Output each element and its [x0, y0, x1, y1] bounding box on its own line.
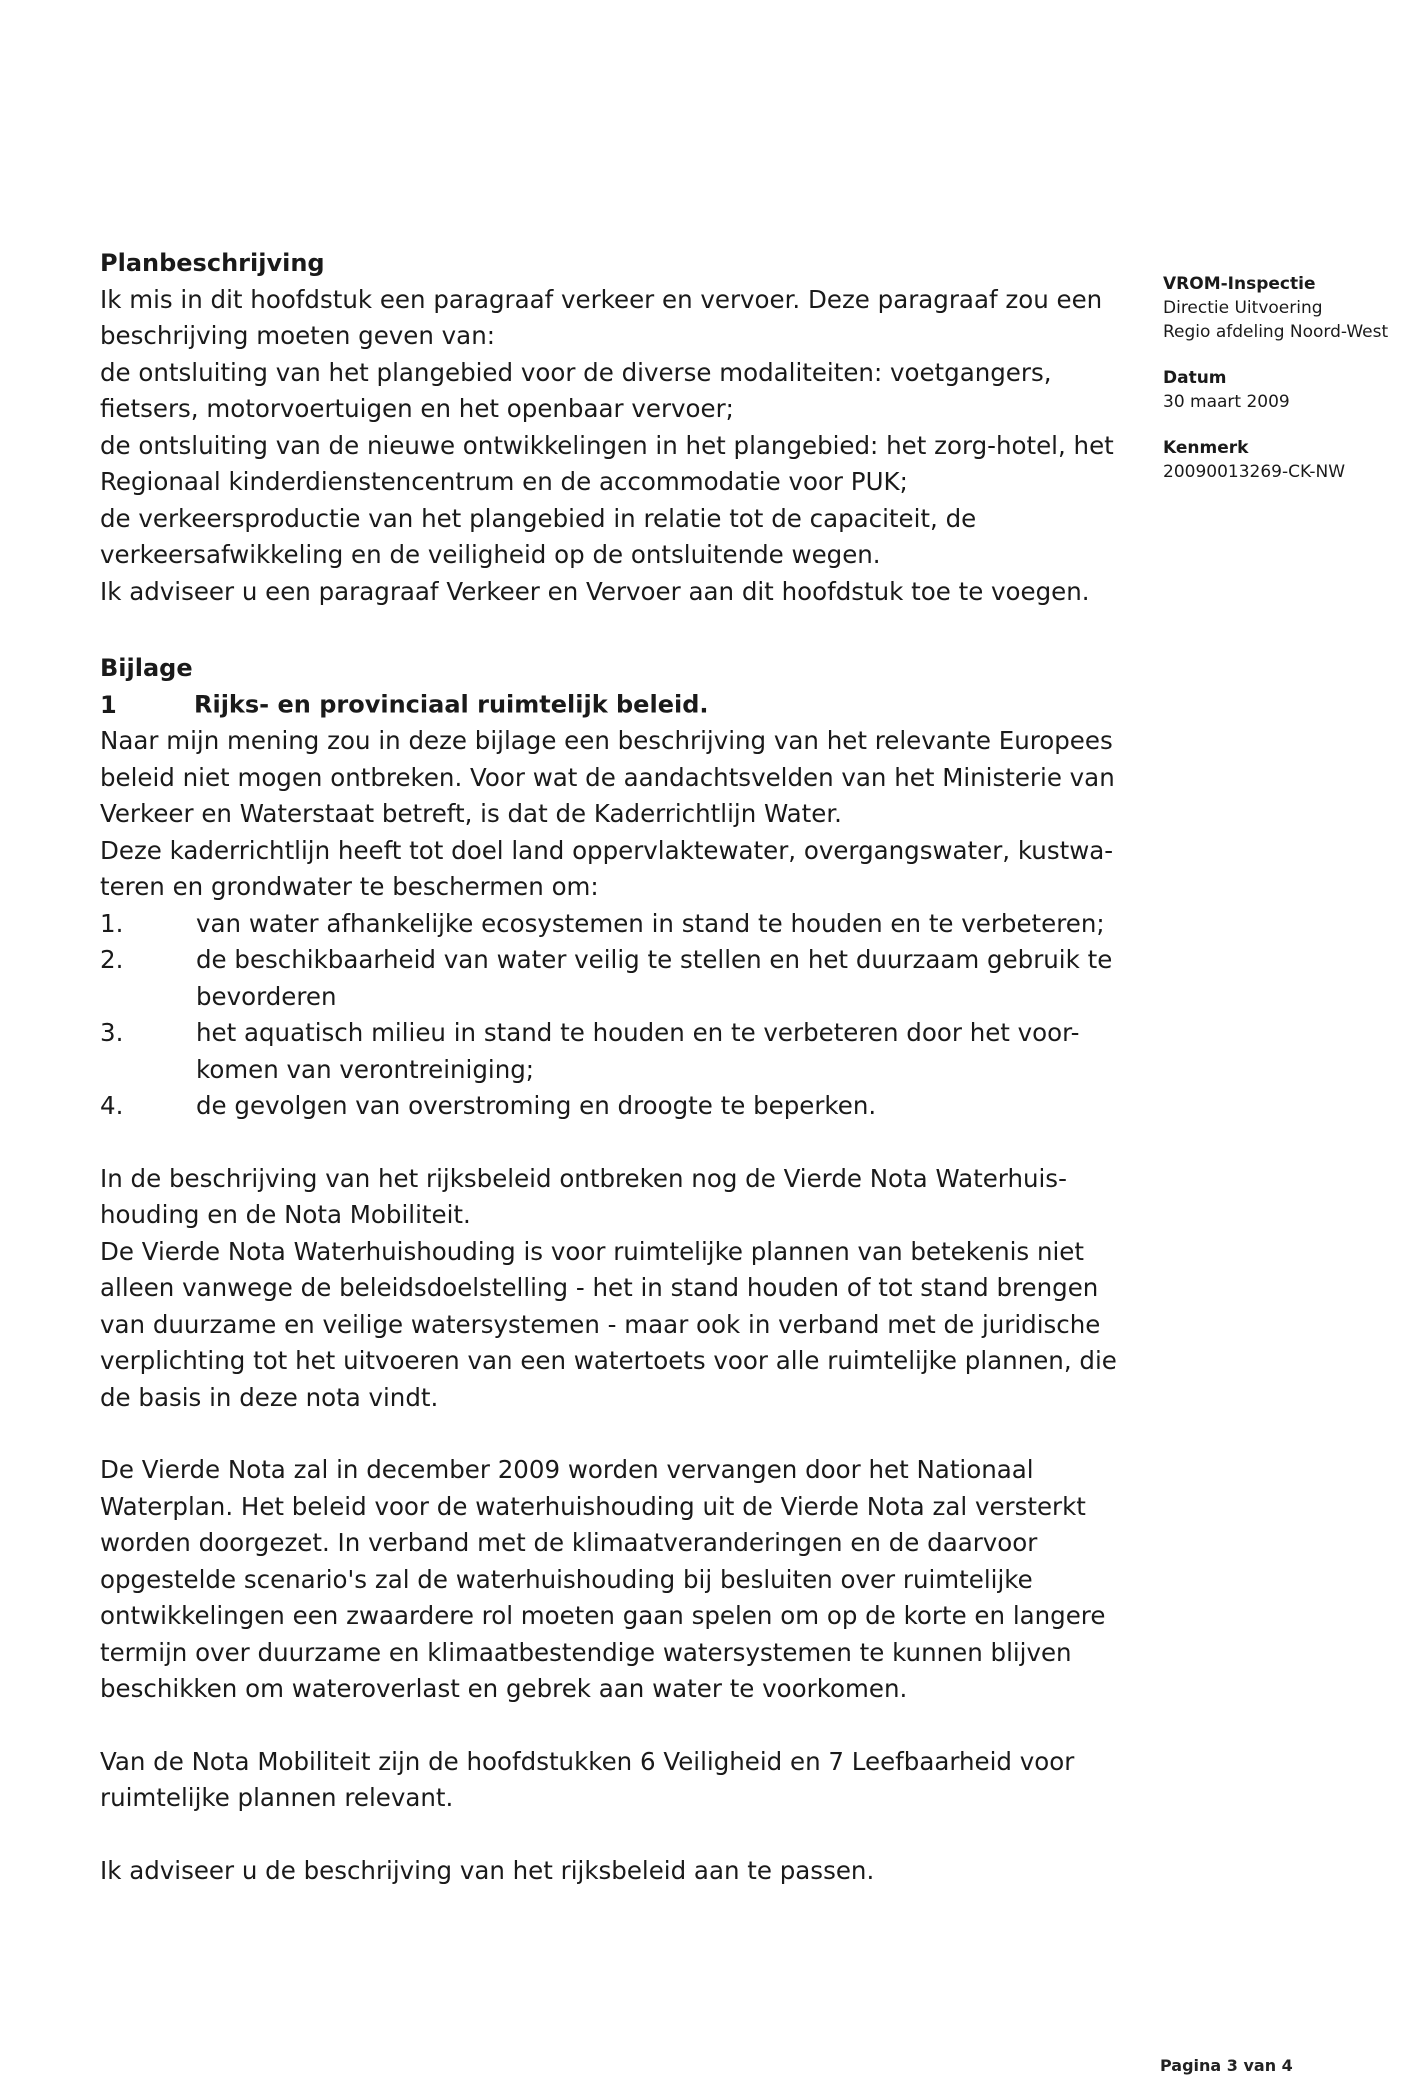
plan-advice: Ik adviseer u een paragraaf Verkeer en Vervoer aan dit hoofdstuk toe te voegen.: [100, 576, 1090, 606]
paragraph-vierde-nota: De Vierde Nota Waterhuishouding is voor ruimtelijke plannen van betekenis niet alleen vanwege de beleidsdoelstelling - het in stand houden of tot stand brengen van duurzame en veilige watersystemen - maar ook in verband met de juridische verplichting tot het uitvoeren van een watertoets voor alle ruimtelijke plannen, die de basis in deze nota vindt.: [100, 1236, 1117, 1412]
plan-point-verkeersproductie: de verkeersproductie van het plangebied in relatie tot de capaciteit, de verkeersafwikkeling en de veiligheid op de ontsluitende wegen.: [100, 503, 977, 569]
paragraph-nationaal-waterplan: De Vierde Nota zal in december 2009 worden vervangen door het Nationaal Waterplan. Het beleid voor de waterhuishouding uit de Vierde Nota zal versterkt worden doorgezet. In verband met de klimaatveranderingen en de daarvoor opgestelde scenario's zal de waterhuishouding bij besluiten over ruimtelijke ontwikkelingen een zwaardere rol moeten gaan spelen om op de korte en langere termijn over duurzame en klimaatbestendige watersystemen te kunnen blijven beschikken om wateroverlast en gebrek aan water te voorkomen.: [100, 1455, 1106, 1703]
sidebar-date-label: Datum: [1163, 368, 1227, 388]
list-item-number: 2.: [100, 945, 124, 974]
list-item-text: de beschikbaarheid van water veilig te stellen en het duurzaam gebruik te bevorderen: [196, 945, 1113, 1011]
list-item: [100, 906, 1130, 943]
list-item: [100, 1015, 1130, 1088]
plan-heading: Planbeschrijving: [100, 249, 325, 277]
sidebar-date-block: [1163, 366, 1413, 414]
main-content: [100, 245, 1130, 1889]
bijlage-title: Rijks- en provinciaal ruimtelijk beleid.: [194, 690, 709, 719]
paragraph-nota-mobiliteit: Van de Nota Mobiliteit zijn de hoofdstukken 6 Veiligheid en 7 Leefbaarheid voor ruimtelijke plannen relevant.: [100, 1746, 1075, 1812]
list-item-text: van water afhankelijke ecosystemen in stand te houden en te verbeteren;: [196, 908, 1105, 938]
sidebar-org: VROM-Inspectie: [1163, 274, 1316, 294]
plan-intro: Ik mis in dit hoofdstuk een paragraaf verkeer en vervoer. Deze paragraaf zou een beschrijving moeten geven van:: [100, 284, 1103, 350]
sidebar-region: Regio afdeling Noord-West: [1163, 322, 1389, 342]
list-item-number: 1.: [100, 908, 124, 938]
page-number: Pagina 3 van 4: [1160, 2056, 1293, 2075]
paragraph-rijksbeleid: In de beschrijving van het rijksbeleid ontbreken nog de Vierde Nota Waterhuis-houding en de Nota Mobiliteit.: [100, 1163, 1067, 1229]
plan-point-ontwikkelingen: de ontsluiting van de nieuwe ontwikkelingen in het plangebied: het zorg-hotel, het Regionaal kinderdienstencentrum en de accommodatie voor PUK;: [100, 430, 1114, 496]
sidebar-ref-label: Kenmerk: [1163, 438, 1249, 458]
plan-point-modaliteiten: de ontsluiting van het plangebied voor de diverse modaliteiten: voetgangers, fietsers, motorvoertuigen en het openbaar vervoer;: [100, 357, 1052, 423]
sidebar-date-value: 30 maart 2009: [1163, 392, 1290, 412]
bijlage-goal: Deze kaderrichtlijn heeft tot doel land oppervlaktewater, overgangswater, kustwa-teren en grondwater te beschermen om:: [100, 835, 1114, 901]
bijlage-label: Bijlage 1: [100, 654, 193, 719]
paragraph-advies: Ik adviseer u de beschrijving van het rijksbeleid aan te passen.: [100, 1855, 875, 1885]
sidebar-metadata: [1163, 272, 1413, 484]
bijlage-intro: Naar mijn mening zou in deze bijlage een beschrijving van het relevante Europees beleid niet mogen ontbreken. Voor wat de aandachtsvelden van het Ministerie van Verkeer en Waterstaat betreft, is dat de Kaderrichtlijn Water.: [100, 726, 1115, 828]
sidebar-dept: Directie Uitvoering: [1163, 298, 1323, 318]
list-item-text: de gevolgen van overstroming en droogte te beperken.: [196, 1091, 877, 1120]
sidebar-ref-block: [1163, 436, 1413, 484]
list-item: [100, 1088, 1130, 1125]
list-item-number: 3.: [100, 1018, 124, 1047]
sidebar-ref-value: 20090013269-CK-NW: [1163, 462, 1346, 482]
list-item: [100, 942, 1130, 1015]
bijlage-heading: [100, 650, 1130, 723]
list-item-text: het aquatisch milieu in stand te houden en te verbeteren door het voor-komen van verontreiniging;: [196, 1018, 1080, 1084]
goal-list: [100, 906, 1130, 1125]
list-item-number: 4.: [100, 1091, 124, 1120]
